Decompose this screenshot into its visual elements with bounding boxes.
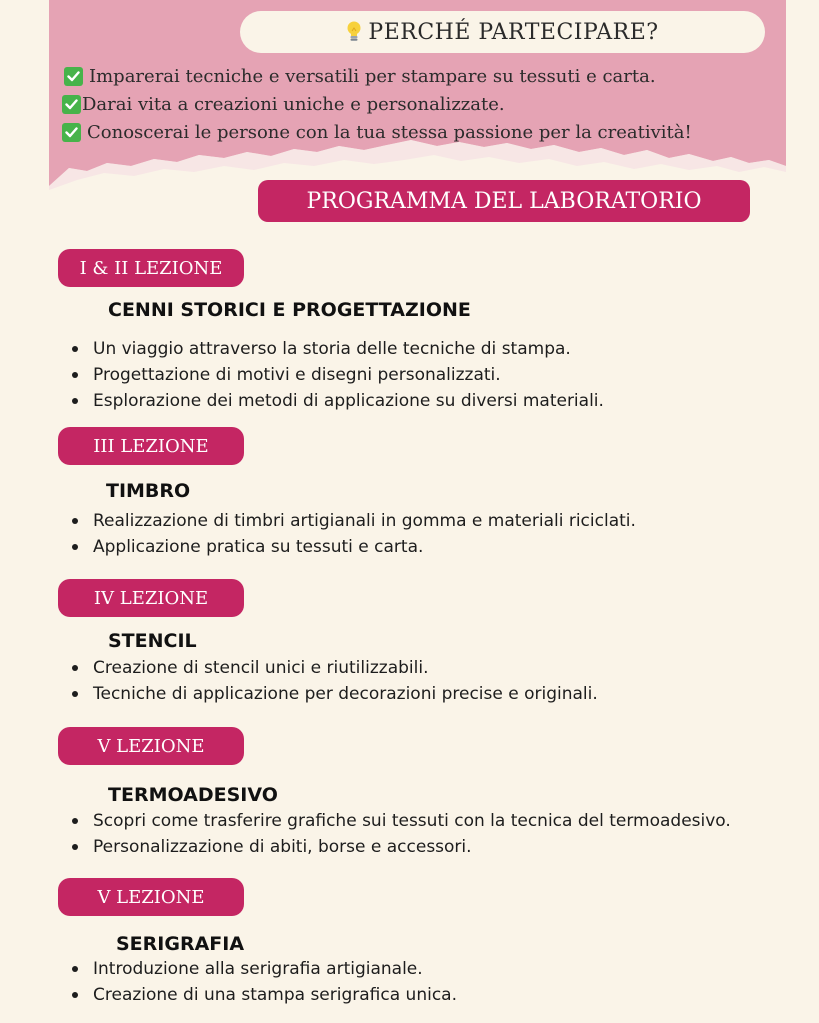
why-item-text: Conoscerai le persone con la tua stessa passione per la creatività! bbox=[87, 121, 692, 143]
bullet-text: Un viaggio attraverso la storia delle tecniche di stampa. bbox=[93, 339, 571, 359]
lesson-badge: V LEZIONE bbox=[58, 878, 244, 916]
lesson-title: TERMOADESIVO bbox=[108, 784, 278, 806]
bullet-dot bbox=[72, 992, 78, 998]
why-title-pill bbox=[240, 11, 765, 53]
bullet-dot bbox=[72, 544, 78, 550]
bullet-text: Esplorazione dei metodi di applicazione su diversi materiali. bbox=[93, 391, 604, 411]
bullet-text: Creazione di una stampa serigrafica unica. bbox=[93, 985, 457, 1005]
program-title: PROGRAMMA DEL LABORATORIO bbox=[258, 180, 750, 222]
lightbulb-icon bbox=[346, 21, 362, 43]
bullet-text: Creazione di stencil unici e riutilizzabili. bbox=[93, 658, 429, 678]
bullet-dot bbox=[72, 518, 78, 524]
bullet-item bbox=[72, 655, 598, 681]
lesson-bullets bbox=[72, 336, 604, 414]
bullet-text: Applicazione pratica su tessuti e carta. bbox=[93, 537, 424, 557]
bullet-text: Progettazione di motivi e disegni personalizzati. bbox=[93, 365, 501, 385]
checkmark-icon bbox=[62, 123, 81, 142]
lesson-title: STENCIL bbox=[108, 630, 197, 652]
lesson-badge: III LEZIONE bbox=[58, 427, 244, 465]
lesson-badge: V LEZIONE bbox=[58, 727, 244, 765]
bullet-item bbox=[72, 336, 604, 362]
bullet-item bbox=[72, 834, 731, 860]
bullet-item bbox=[72, 956, 457, 982]
lesson-bullets bbox=[72, 508, 636, 560]
bullet-item bbox=[72, 681, 598, 707]
checkmark-icon bbox=[64, 67, 83, 86]
bullet-dot bbox=[72, 818, 78, 824]
lesson-bullets bbox=[72, 956, 457, 1008]
bullet-dot bbox=[72, 346, 78, 352]
lesson-bullets bbox=[72, 808, 731, 860]
why-title-text: PERCHÉ PARTECIPARE? bbox=[368, 19, 659, 45]
lesson-title: CENNI STORICI E PROGETTAZIONE bbox=[108, 299, 471, 321]
lesson-bullets bbox=[72, 655, 598, 707]
lesson-badge: IV LEZIONE bbox=[58, 579, 244, 617]
lesson-title: TIMBRO bbox=[106, 480, 191, 502]
checkmark-icon bbox=[62, 95, 81, 114]
bullet-item bbox=[72, 362, 604, 388]
bullet-dot bbox=[72, 844, 78, 850]
bullet-text: Introduzione alla serigrafia artigianale. bbox=[93, 959, 423, 979]
bullet-item bbox=[72, 534, 636, 560]
why-item-text: Darai vita a creazioni uniche e personalizzate. bbox=[82, 93, 505, 115]
why-item bbox=[64, 62, 782, 90]
bullet-item bbox=[72, 388, 604, 414]
bullet-item bbox=[72, 508, 636, 534]
bullet-dot bbox=[72, 398, 78, 404]
bullet-text: Tecniche di applicazione per decorazioni precise e originali. bbox=[93, 684, 598, 704]
bullet-text: Personalizzazione di abiti, borse e accessori. bbox=[93, 837, 472, 857]
bullet-item bbox=[72, 808, 731, 834]
bullet-dot bbox=[72, 372, 78, 378]
bullet-text: Realizzazione di timbri artigianali in gomma e materiali riciclati. bbox=[93, 511, 636, 531]
why-title bbox=[346, 20, 658, 45]
bullet-item bbox=[72, 982, 457, 1008]
lesson-title: SERIGRAFIA bbox=[116, 933, 245, 955]
why-item bbox=[62, 118, 782, 146]
bullet-dot bbox=[72, 665, 78, 671]
why-item bbox=[62, 90, 782, 118]
why-item-text: Imparerai tecniche e versatili per stampare su tessuti e carta. bbox=[89, 65, 656, 87]
bullet-dot bbox=[72, 966, 78, 972]
why-list bbox=[62, 62, 782, 146]
bullet-dot bbox=[72, 691, 78, 697]
bullet-text: Scopri come trasferire grafiche sui tessuti con la tecnica del termoadesivo. bbox=[93, 811, 731, 831]
lesson-badge: I & II LEZIONE bbox=[58, 249, 244, 287]
